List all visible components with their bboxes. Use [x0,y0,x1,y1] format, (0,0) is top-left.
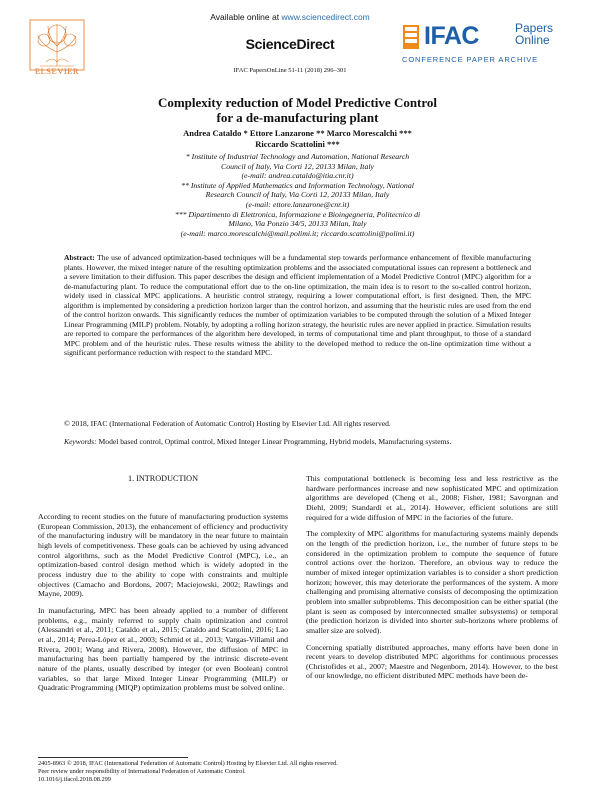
paragraph: According to recent studies on the future of manufacturing production systems (European Commission, 2013), the enhancement of efficiency and productivity of the manufacturing industry will be mandatory in the near future to maintain high levels of competitiveness. These goals can be achieved by using advanced control algorithms, such as the Model Predictive Control (MPC), i.e., an optimization-based control design method which is widely adopted in the process industry due to the ability to cope with constraints and multiple objectives (Camacho and Bordons, 2007; Maciejowski, 2002; Rawlings and Mayne, 2009). [38,512,288,599]
papers-text: Papers [515,21,554,35]
keywords-text: Model based control, Optimal control, Mixed Integer Linear Programming, Hybrid models, Manufacturing systems. [98,437,452,446]
paragraph: The complexity of MPC algorithms for manufacturing systems mainly depends on the length of the prediction horizon, i.e., the number of future steps to be considered in the optimization problem to compute the sequence of future control actions over the horizon. Therefore, an obvious way to reduce the number of mixed integer optimization variables is to consider a short prediction horizon; however, this may deteriorate the performances of the system. A more challenging and promising alternative consists of decomposing the optimization problem into smaller subproblems. This decomposition can be either spatial (the plant is seen as composed by interconnected smaller subsystems) or temporal (the prediction horizon is divided into shorter sub-horizons where problems of smaller size are solved). [306,529,558,635]
affiliation-line: ** Institute of Applied Mathematics and Information Technology, National [181,180,414,190]
affiliation-line: Council of Italy, Via Corti 12, 20133 Milan, Italy [221,161,374,171]
footer-doi[interactable]: 10.1016/j.ifacol.2018.08.299 [38,775,111,783]
available-prefix: Available online at [210,12,282,22]
authors-line-2: Riccardo Scattolini *** [255,139,340,149]
ifac-wordmark: IFAC [424,22,479,50]
footer-rule [38,757,188,758]
available-online-text [170,12,410,22]
online-text: Online [515,33,550,47]
section-heading: 1. INTRODUCTION [127,474,199,483]
affiliations [110,152,485,238]
elsevier-wordmark: ELSEVIER [34,66,80,76]
paragraph: Concerning spatially distributed approaches, many efforts have been done in recent years to develop distributed MPC algorithms for continuous processes (Christofides et al., 2007; Maestre and Negenborn, 2014). However, to the best of our knowledge, no efficient distributed MPC methods have been de- [306,642,558,681]
abstract-text: The use of advanced optimization-based techniques will be a fundamental step towards performance enhancement of flexible manufacturing plants. However, the mixed integer nature of the resulting optimization problems and the associated computational issues can represent a bottleneck and a severe limitation to their diffusion. This paper describes the design and efficient implementation of a Model Predictive Control (MPC) algorithm for a de-manufacturing plant. To reduce the computational effort due to the on-line optimization, the main idea is to resort to the so-called control horizon, widely used in classical MPC applications. A heuristic control strategy, requiring a lower computational effort, is first designed. Then, the MPC algorithm is implemented by considering a prediction horizon larger than the control horizon, and assuming that the heuristic rules are used from the end of the control horizon onwards. This significantly reduces the number of optimization variables to be computed through the solution of a Mixed Integer Linear Programming (MILP) problem. Notably, by adopting a rolling horizon strategy, the heuristic rules are never applied in practice. Simulation results are reported to compare the performances of the algorithm here developed, in terms of computational time and plant throughput, to those of a standard MPC problem and of the heuristic rules. These results witness the ability to the developed method to reduce the on-line optimization time without a significant performance reduction with respect to the standard MPC. [64,253,531,358]
paragraph: In manufacturing, MPC has been already applied to a number of different problems, e.g., mainly referred to supply chain optimization and control (Alessandri et al., 2011; Cataldo et al., 2015; Cataldo and Scattolini, 2016; Lao et al., 2014; Perea-López et al., 2003; Schmid et al., 2013; Vargas-Villamil and Rivera, 2001; Wang and Rivera, 2008). However, the diffusion of MPC in manufacturing has been partially hampered by the intrinsic discrete-event nature of the plants, usually described by integer (or even Boolean) control variables, so that large Mixed Integer Linear Programming (MILP) or Quadratic Programming (MIQP) optimization problems must be solved online. [38,605,288,693]
footer-peer-review: Peer review under responsibility of International Federation of Automatic Control. [38,767,246,775]
abstract [64,253,531,358]
title-line-1: Complexity reduction of Model Predictive Control [157,95,438,110]
left-column [38,512,288,693]
affiliation-line: Milano, Via Ponzio 34/5, 20133 Milan, Italy [228,219,367,229]
right-column [306,474,558,681]
journal-reference: IFAC PapersOnLine 51-11 (2018) 296–301 [233,67,347,74]
conference-paper-archive: CONFERENCE PAPER ARCHIVE [402,55,539,64]
copyright-notice: © 2018, IFAC (International Federation of Automatic Control) Hosting by Elsevier Ltd. All rights reserved. [64,419,391,428]
author-list [100,128,495,150]
paper-title [100,95,495,125]
affiliation-line: Research Council of Italy, Via Corti 12, 20133 Milan, Italy [205,190,390,200]
authors-line-1: Andrea Cataldo * Ettore Lanzarone ** Marco Morescalchi *** [183,128,412,138]
affiliation-email: (e-mail: ettore.lanzarone@cnr.it) [245,199,350,209]
footer [38,760,558,783]
affiliation-email: (e-mail: marco.morescalchi@mail.polimi.it; riccardo.scattolini@polimi.it) [180,228,415,238]
footer-issn: 2405-8963 © 2018, IFAC (International Federation of Automatic Control) Hosting by Elsevier Ltd. All rights reserved. [38,760,338,767]
keywords-label: Keywords: [64,437,97,446]
sciencedirect-title: ScienceDirect [245,36,335,52]
keywords [64,437,531,447]
sciencedirect-link[interactable]: www.sciencedirect.com [281,12,370,22]
papers-online-wordmark [515,22,553,46]
title-line-2: for a de-manufacturing plant [216,110,379,125]
affiliation-line: * Institute of Industrial Technology and Automation, National Research [185,152,410,161]
affiliation-email: (e-mail: andrea.cataldo@itia.cnr.it) [241,171,354,181]
abstract-label: Abstract: [64,253,95,262]
paragraph: This computational bottleneck is becoming less and less restrictive as the hardware performances increase and new sophisticated MPC and optimization algorithms are developed (Cheng et al., 2008; Fisher, 1981; Savorgnan and Diehl, 2009; Standardi et al., 2014). However, efficient solutions are still required for a wide diffusion of MPC in the factories of the future. [306,474,558,522]
affiliation-line: *** Dipartimento di Elettronica, Informazione e Bioingegneria, Politecnico di [174,209,421,219]
